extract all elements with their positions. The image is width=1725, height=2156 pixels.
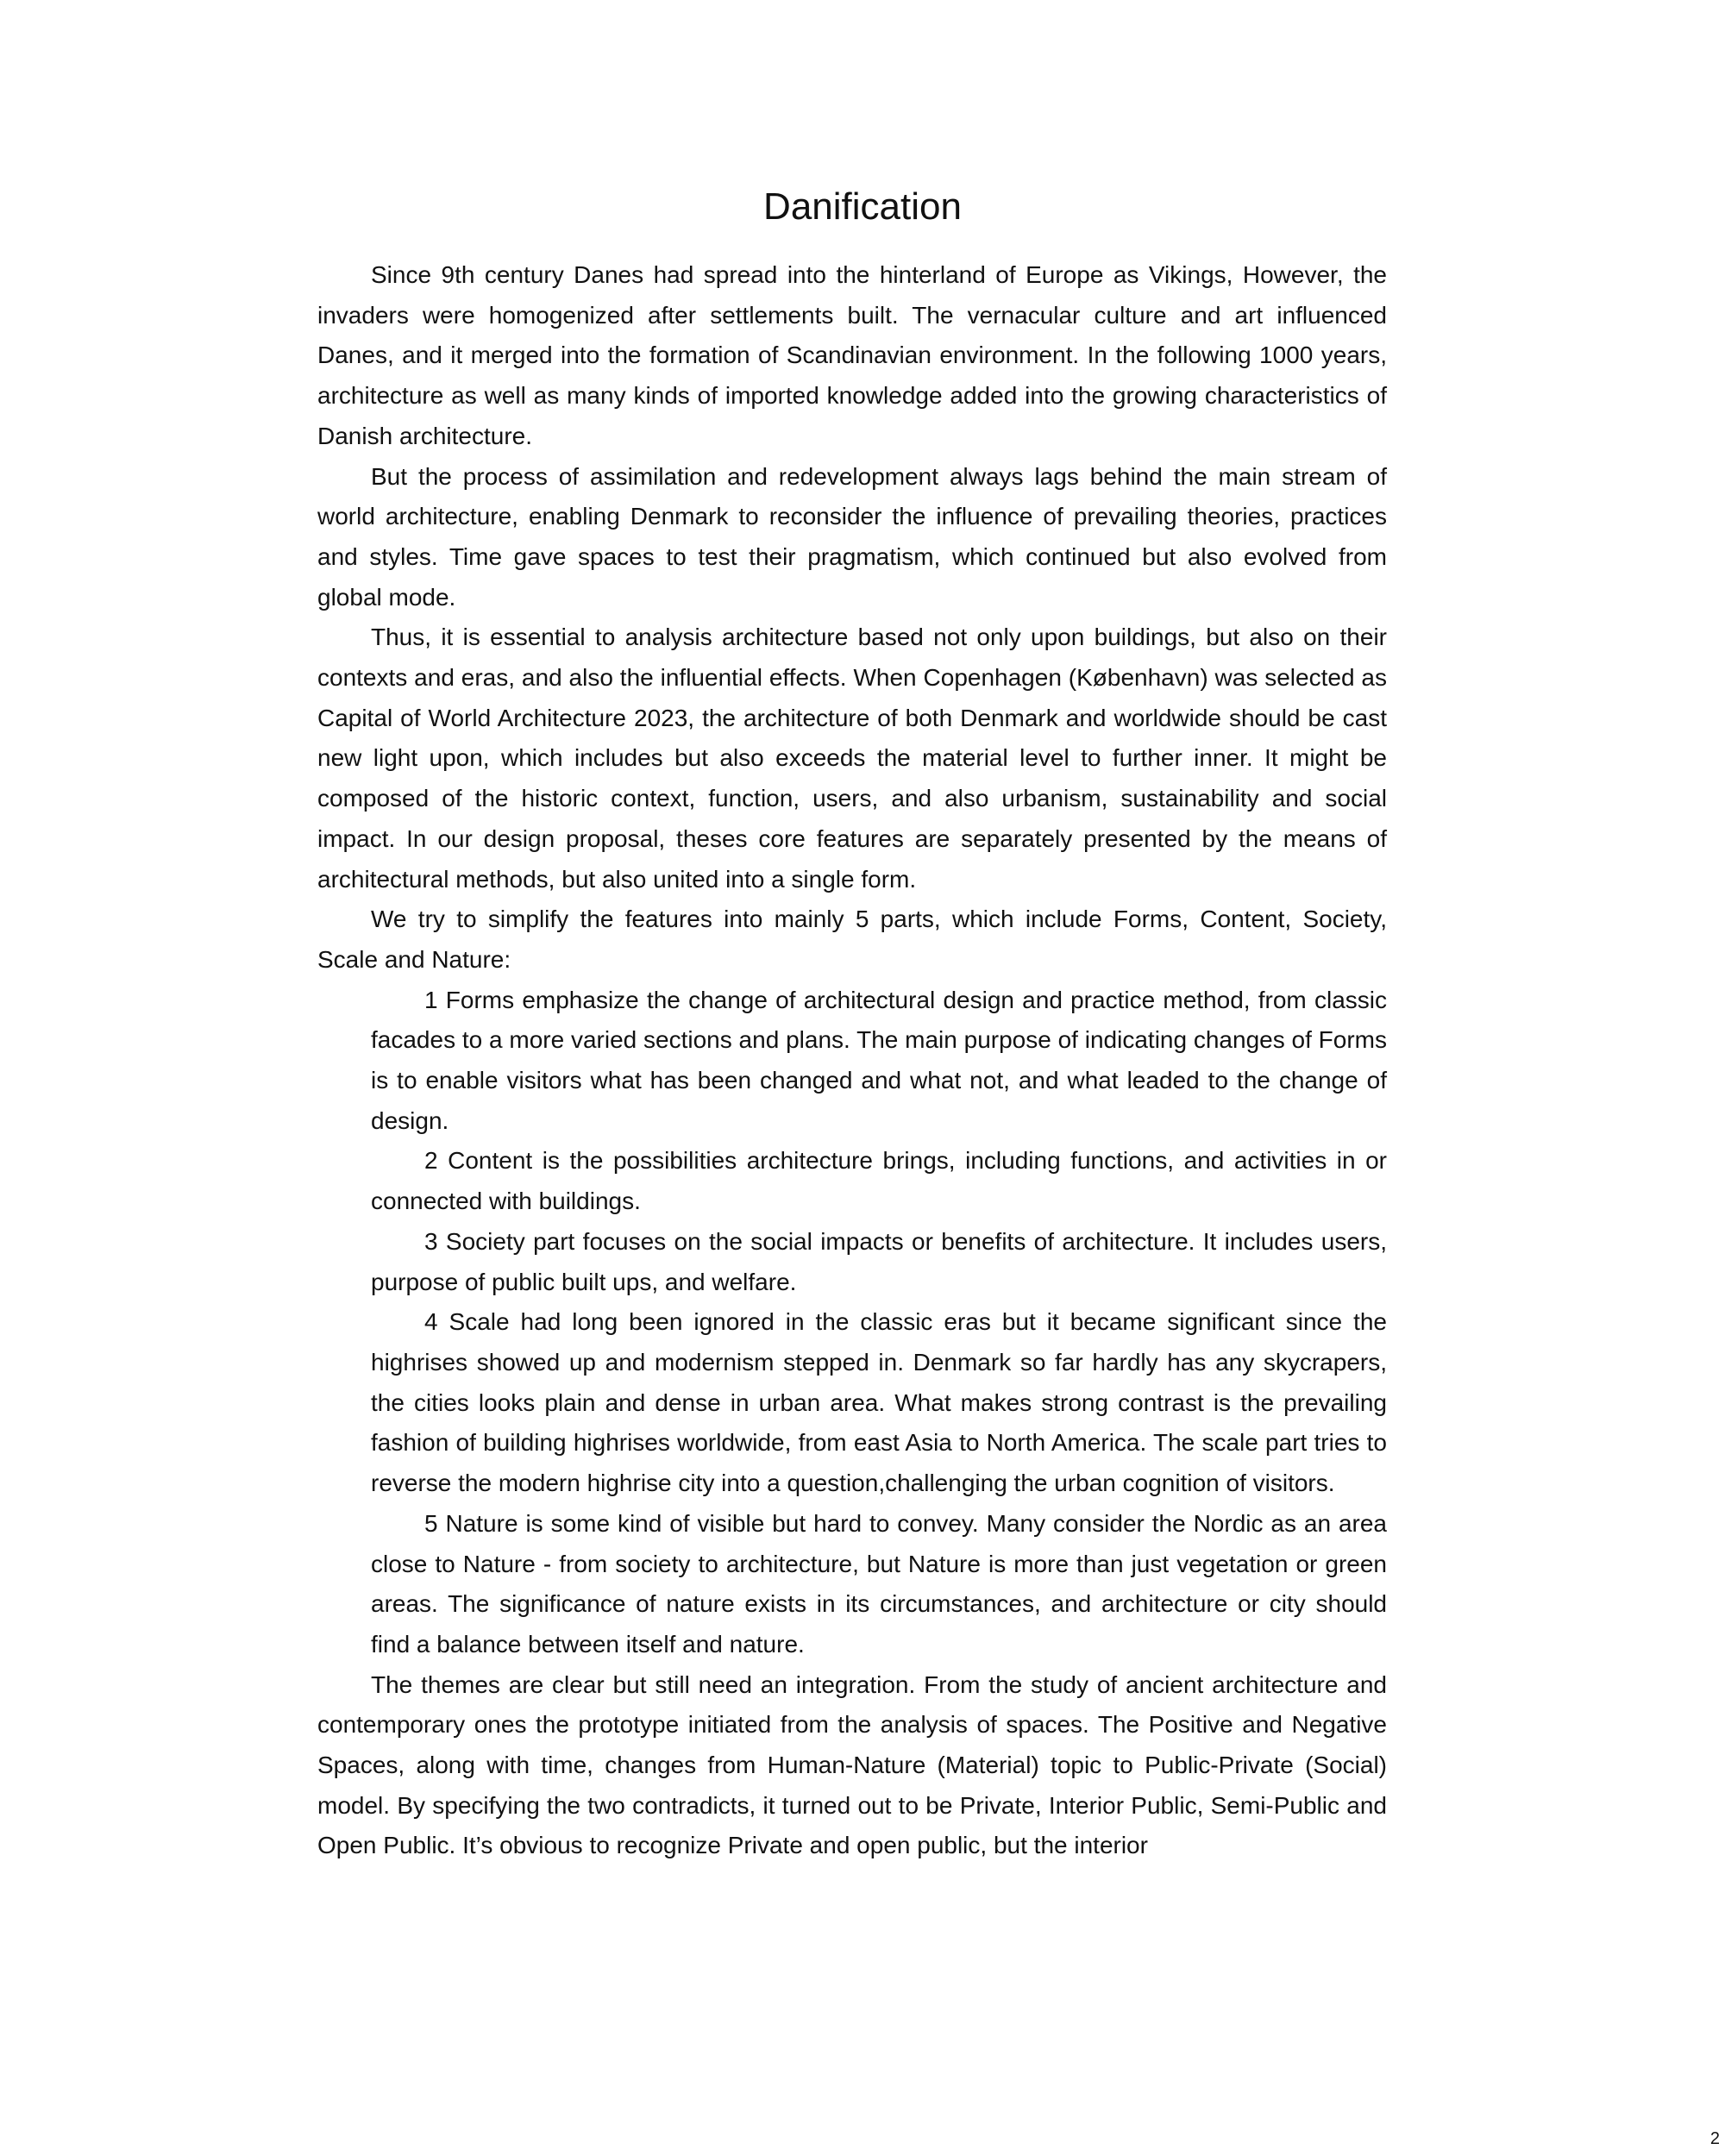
document-body	[317, 255, 1387, 1866]
paragraph-intro: Since 9th century Danes had spread into the hinterland of Europe as Vikings, However, the invaders were homogenized after settlements built. The vernacular culture and art influenced Danes, and it merged into the formation of Scandinavian environment. In the following 1000 years, architecture as well as many kinds of imported knowledge added into the growing characteristics of Danish architecture.	[317, 261, 1387, 449]
paragraph-assimilation: But the process of assimilation and redevelopment always lags behind the main stream of world architecture, enabling Denmark to reconsider the influence of prevailing theories, practices and styles. Time gave spaces to test their pragmatism, which continued but also evolved from global mode.	[317, 462, 1387, 611]
list-item-scale: 4 Scale had long been ignored in the classic eras but it became significant since the highrises showed up and modernism stepped in. Denmark so far hardly has any skycrapers, the cities looks plain and dense in urban area. What makes strong contrast is the prevailing fashion of building highrises worldwide, from east Asia to North America. The scale part tries to reverse the modern highrise city into a question,challenging the urban cognition of visitors.	[371, 1308, 1387, 1497]
document-title: Danification	[763, 185, 962, 228]
list-item-forms: 1 Forms emphasize the change of architectural design and practice method, from classic facades to a more varied sections and plans. The main purpose of indicating changes of Forms is to enable visitors what has been changed and what not, and what leaded to the change of design.	[371, 986, 1387, 1134]
list-item-nature: 5 Nature is some kind of visible but hard to convey. Many consider the Nordic as an area close to Nature - from society to architecture, but Nature is more than just vegetation or green areas. The significance of nature exists in its circumstances, and architecture or city should find a balance between itself and nature.	[371, 1509, 1387, 1658]
list-item-society: 3 Society part focuses on the social impacts or benefits of architecture. It includes users, purpose of public built ups, and welfare.	[371, 1227, 1387, 1295]
page-number: 2	[1709, 2129, 1720, 2148]
paragraph-analysis: Thus, it is essential to analysis architecture based not only upon buildings, but also on their contexts and eras, and also the influential effects. When Copenhagen (København) was selected as Capital of World Architecture 2023, the architecture of both Denmark and worldwide should be cast new light upon, which includes but also exceeds the material level to further inner. It might be composed of the historic context, function, users, and also urbanism, sustainability and social impact. In our design proposal, theses core features are separately presented by the means of architectural methods, but also united into a single form.	[317, 624, 1387, 893]
list-item-content: 2 Content is the possibilities architecture brings, including functions, and activities in or connected with buildings.	[371, 1147, 1387, 1215]
paragraph-themes: The themes are clear but still need an integration. From the study of ancient architecture and contemporary ones the prototype initiated from the analysis of spaces. The Positive and Negative Spaces, along with time, changes from Human-Nature (Material) topic to Public-Private (Social) model. By specifying the two contradicts, it turned out to be Private, Interior Public, Semi-Public and Open Public. It’s obvious to recognize Private and open public, but the interior	[317, 1670, 1387, 1859]
paragraph-features: We try to simplify the features into mainly 5 parts, which include Forms, Content, Society, Scale and Nature:	[317, 906, 1387, 973]
